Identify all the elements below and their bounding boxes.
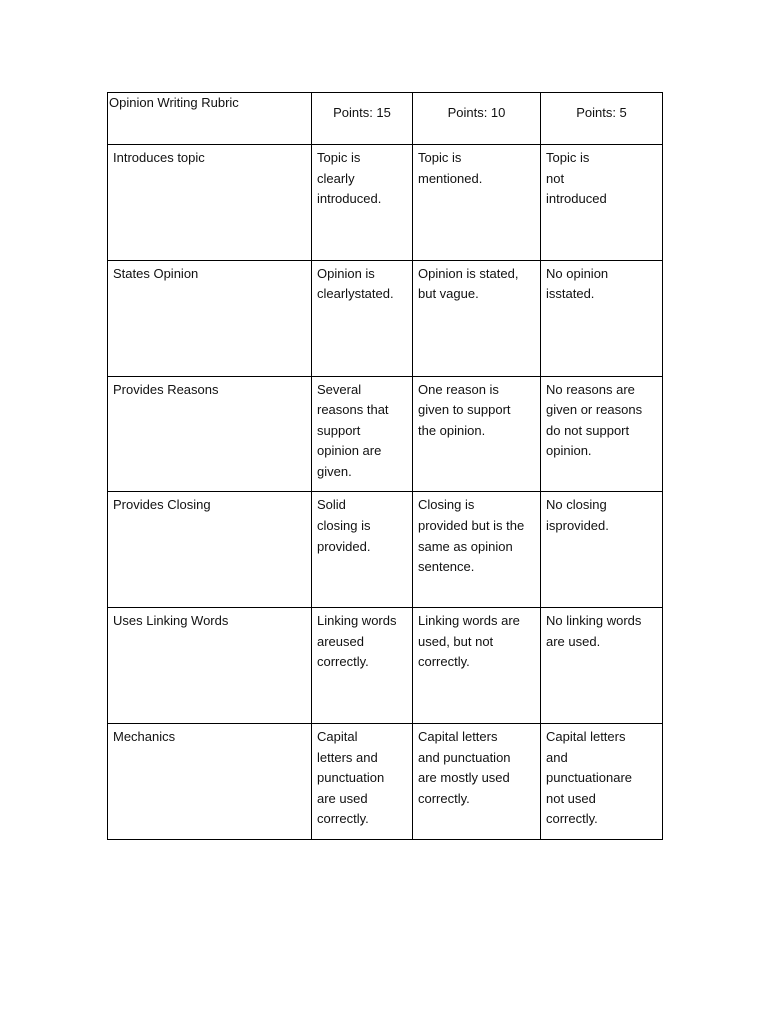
descriptor-line: closing is (317, 517, 371, 533)
descriptor-line: No opinion (546, 265, 609, 281)
descriptor-line: the opinion. (418, 422, 486, 438)
descriptor-cell-points-10 (413, 376, 541, 492)
descriptor-text (413, 377, 540, 442)
descriptor-line: correctly. (317, 811, 369, 827)
rubric-row (108, 723, 663, 839)
descriptor-line: clearly (317, 170, 355, 186)
criterion-label: Mechanics (113, 728, 176, 744)
descriptor-text (541, 608, 662, 652)
descriptor-cell-points-15 (312, 145, 413, 261)
points-header-cell (312, 93, 413, 145)
descriptor-cell-points-10 (413, 260, 541, 376)
criterion-label: States Opinion (113, 265, 199, 281)
rubric-title-cell (108, 93, 312, 145)
descriptor-line: given to support (418, 402, 511, 418)
descriptor-line: and punctuation (418, 749, 511, 765)
points-header-cell (413, 93, 541, 145)
criterion-cell (108, 608, 312, 724)
descriptor-line: Linking words (317, 613, 397, 629)
descriptor-line: No closing (546, 497, 607, 513)
descriptor-cell-points-15 (312, 608, 413, 724)
descriptor-line: No linking words (546, 613, 642, 629)
descriptor-text (312, 261, 412, 305)
points-header-cell (541, 93, 663, 145)
descriptor-cell-points-15 (312, 492, 413, 608)
descriptor-line: One reason is (418, 381, 499, 397)
descriptor-line: Opinion is (317, 265, 375, 281)
descriptor-cell-points-15 (312, 376, 413, 492)
descriptor-text (413, 145, 540, 189)
descriptor-line: No reasons are (546, 381, 635, 397)
descriptor-line: opinion. (546, 443, 592, 459)
descriptor-cell-points-15 (312, 723, 413, 839)
descriptor-line: punctuation (317, 770, 385, 786)
descriptor-text (312, 608, 412, 673)
rubric-row (108, 492, 663, 608)
descriptor-text (413, 724, 540, 809)
descriptor-line: do not support (546, 422, 630, 438)
descriptor-text (541, 377, 662, 462)
descriptor-line: isprovided. (546, 517, 609, 533)
descriptor-line: not (546, 170, 565, 186)
descriptor-line: are used (317, 790, 368, 806)
descriptor-line: provided but is the (418, 517, 525, 533)
descriptor-line: Capital letters (546, 728, 626, 744)
descriptor-line: opinion are (317, 443, 382, 459)
descriptor-text (312, 492, 412, 557)
descriptor-cell-points-10 (413, 608, 541, 724)
descriptor-line: but vague. (418, 286, 479, 302)
descriptor-line: clearlystated. (317, 286, 394, 302)
descriptor-line: areused (317, 633, 364, 649)
descriptor-line: punctuationare (546, 770, 633, 786)
rubric-row (108, 376, 663, 492)
header-row (108, 93, 663, 145)
descriptor-line: given or reasons (546, 402, 643, 418)
descriptor-line: support (317, 422, 361, 438)
descriptor-line: Several (317, 381, 362, 397)
descriptor-line: correctly. (418, 654, 470, 670)
descriptor-line: correctly. (546, 811, 598, 827)
descriptor-line: Solid (317, 497, 346, 513)
points-header-10: Points: 10 (447, 105, 506, 120)
descriptor-line: correctly. (418, 790, 470, 806)
rubric-row (108, 145, 663, 261)
rubric-row (108, 260, 663, 376)
descriptor-cell-points-10 (413, 492, 541, 608)
descriptor-line: Capital letters (418, 728, 498, 744)
descriptor-line: Topic is (418, 150, 462, 165)
descriptor-text (312, 377, 412, 483)
criterion-cell (108, 723, 312, 839)
descriptor-line: given. (317, 463, 352, 479)
points-header-5: Points: 5 (576, 105, 627, 120)
descriptor-text (541, 724, 662, 830)
descriptor-cell-points-5 (541, 145, 663, 261)
descriptor-line: Opinion is stated, (418, 265, 519, 281)
descriptor-cell-points-5 (541, 260, 663, 376)
descriptor-cell-points-5 (541, 608, 663, 724)
descriptor-line: introduced. (317, 191, 382, 207)
descriptor-line: are mostly used (418, 770, 510, 786)
rubric-body (108, 93, 663, 840)
descriptor-line: and (546, 749, 568, 765)
rubric-table (107, 92, 663, 840)
points-header-15: Points: 15 (333, 105, 391, 120)
criterion-cell (108, 376, 312, 492)
descriptor-cell-points-5 (541, 492, 663, 608)
descriptor-text (413, 492, 540, 577)
descriptor-line: Capital (317, 728, 358, 744)
descriptor-text (413, 261, 540, 305)
criterion-cell (108, 492, 312, 608)
criterion-cell (108, 260, 312, 376)
criterion-label: Introduces topic (113, 150, 205, 165)
descriptor-line: not used (546, 790, 596, 806)
rubric-title: Opinion Writing Rubric (109, 95, 239, 110)
descriptor-line: sentence. (418, 559, 475, 575)
descriptor-text (541, 145, 662, 210)
descriptor-line: provided. (317, 538, 371, 554)
descriptor-line: Topic is (546, 150, 590, 165)
descriptor-text (541, 492, 662, 536)
criterion-label: Uses Linking Words (113, 613, 229, 629)
descriptor-text (413, 608, 540, 673)
descriptor-line: are used. (546, 633, 601, 649)
descriptor-cell-points-5 (541, 723, 663, 839)
descriptor-cell-points-10 (413, 145, 541, 261)
descriptor-line: correctly. (317, 654, 369, 670)
descriptor-line: mentioned. (418, 170, 483, 186)
criterion-label: Provides Closing (113, 497, 211, 513)
descriptor-cell-points-5 (541, 376, 663, 492)
descriptor-line: same as opinion (418, 538, 513, 554)
descriptor-line: Closing is (418, 497, 475, 513)
descriptor-cell-points-15 (312, 260, 413, 376)
descriptor-line: introduced (546, 191, 607, 207)
descriptor-line: isstated. (546, 286, 595, 302)
descriptor-line: letters and (317, 749, 378, 765)
descriptor-cell-points-10 (413, 723, 541, 839)
descriptor-line: used, but not (418, 633, 494, 649)
descriptor-line: reasons that (317, 402, 389, 418)
descriptor-text (312, 724, 412, 830)
rubric-row (108, 608, 663, 724)
descriptor-line: Linking words are (418, 613, 520, 629)
criterion-cell (108, 145, 312, 261)
criterion-label: Provides Reasons (113, 381, 219, 397)
descriptor-line: Topic is (317, 150, 361, 165)
descriptor-text (541, 261, 662, 305)
descriptor-text (312, 145, 412, 210)
